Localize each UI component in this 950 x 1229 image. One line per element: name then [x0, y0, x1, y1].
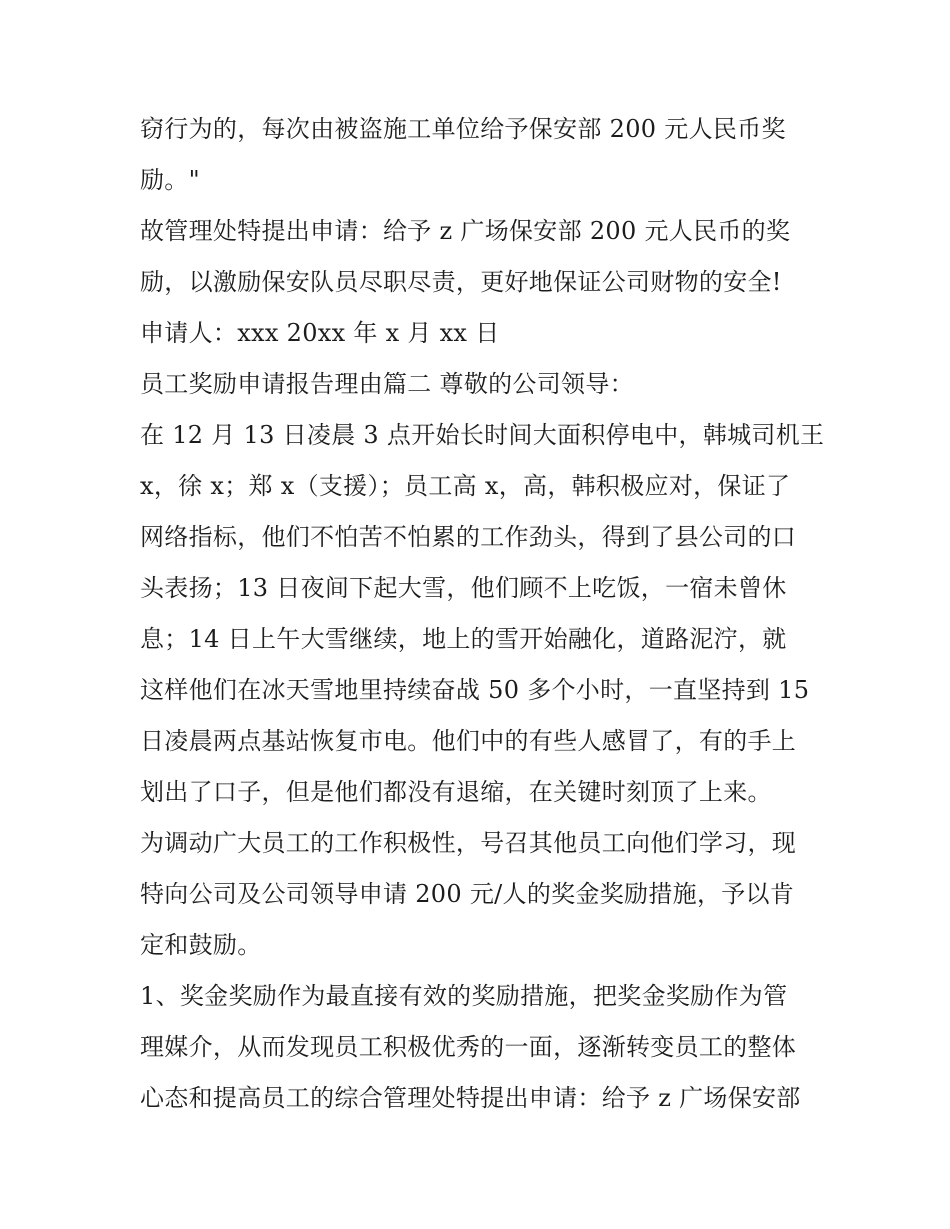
text-line-7: 在 12 月 13 日凌晨 3 点开始长时间大面积停电中，韩城司机王 [140, 421, 825, 449]
text-line-6: 员工奖励申请报告理由篇二 尊敬的公司领导： [140, 370, 634, 398]
text-line-16: 特向公司及公司领导申请 200 元/人的奖金奖励措施，予以肯 [140, 880, 795, 908]
text-line-14: 划出了口子，但是他们都没有退缩，在关键时刻顶了上来。 [140, 778, 772, 806]
text-line-20: 心态和提高员工的综合管理处特提出申请：给予 z 广场保安部 [140, 1084, 801, 1112]
text-line-3: 故管理处特提出申请：给予 z 广场保安部 200 元人民币的奖 [140, 217, 791, 245]
text-line-9: 网络指标，他们不怕苦不怕累的工作劲头，得到了县公司的口 [140, 523, 797, 551]
text-line-18: 1、奖金奖励作为最直接有效的奖励措施，把奖金奖励作为管 [140, 982, 788, 1010]
text-line-13: 日凌晨两点基站恢复市电。他们中的有些人感冒了，有的手上 [140, 727, 797, 755]
text-line-2: 励。" [140, 166, 200, 194]
text-line-10: 头表扬；13 日夜间下起大雪，他们顾不上吃饭，一宿未曾休 [140, 574, 787, 602]
text-line-15: 为调动广大员工的工作积极性，号召其他员工向他们学习，现 [140, 829, 797, 857]
text-line-1: 窃行为的，每次由被盗施工单位给予保安部 200 元人民币奖 [140, 115, 786, 143]
document-body [140, 104, 825, 1124]
text-line-11: 息；14 日上午大雪继续，地上的雪开始融化，道路泥泞，就 [140, 625, 787, 653]
text-line-5: 申请人：xxx 20xx 年 x 月 xx 日 [140, 319, 500, 347]
text-line-4: 励，以激励保安队员尽职尽责，更好地保证公司财物的安全! [140, 268, 782, 296]
text-line-8: x，徐 x；郑 x（支援）；员工高 x，高，韩积极应对，保证了 [140, 472, 791, 500]
text-line-12: 这样他们在冰天雪地里持续奋战 50 多个小时，一直坚持到 15 [140, 676, 810, 704]
text-line-17: 定和鼓励。 [140, 931, 262, 959]
text-line-19: 理媒介，从而发现员工积极优秀的一面，逐渐转变员工的整体 [140, 1033, 797, 1061]
